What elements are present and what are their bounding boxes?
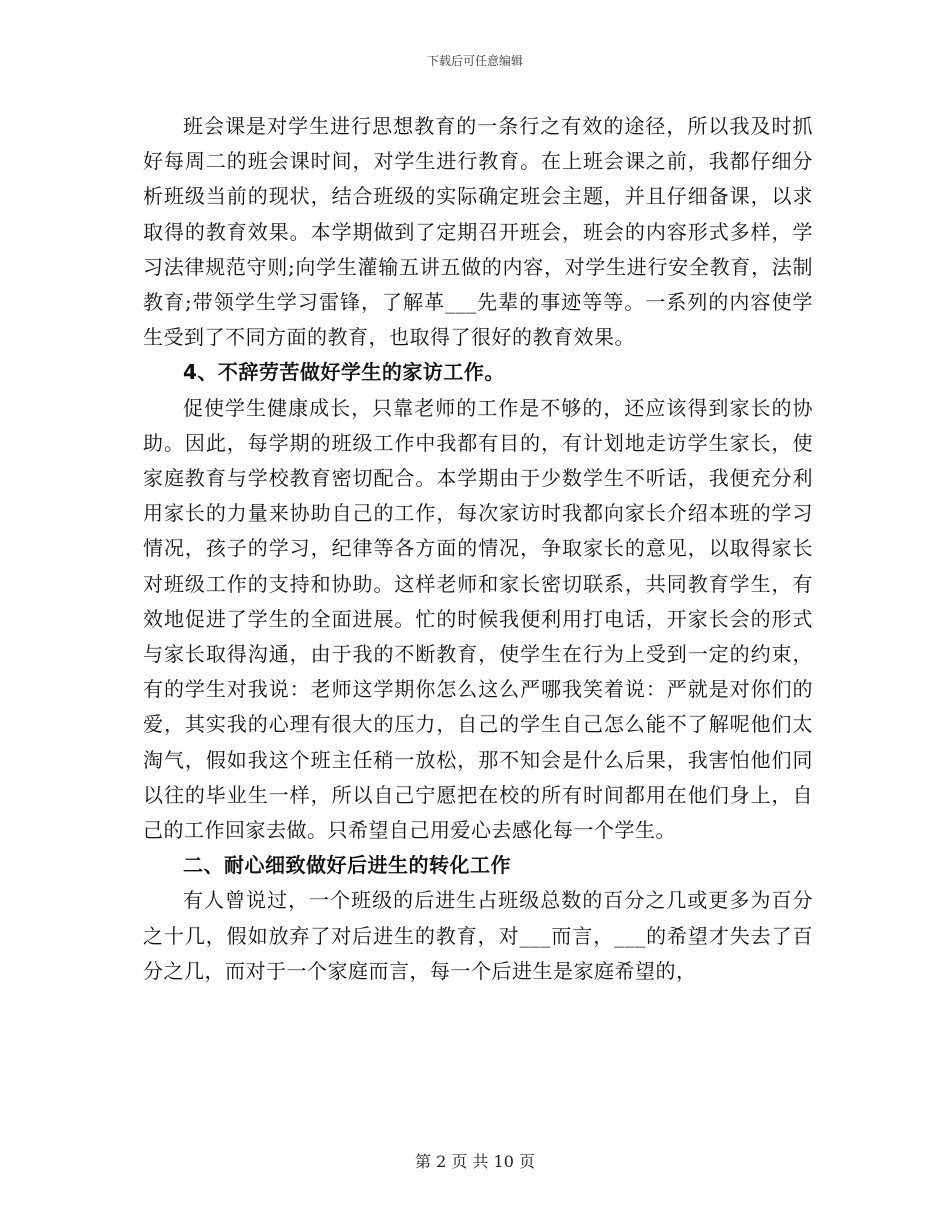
document-body (143, 109, 813, 989)
paragraph-home-visits: 促使学生健康成长，只靠老师的工作是不够的，还应该得到家长的协助。因此，每学期的班级工作中我都有目的，有计划地走访学生家长，使家庭教育与学校教育密切配合。本学期由于少数学生不听话，我便充分利用家长的力量来协助自己的工作，每次家访时我都向家长介绍本班的学习情况，孩子的学习，纪律等各方面的情况，争取家长的意见，以取得家长对班级工作的支持和协助。这样老师和家长密切联系，共同教育学生，有效地促进了学生的全面进展。忙的时候我便利用打电话，开家长会的形式与家长取得沟通，由于我的不断教育，使学生在行为上受到一定的约束，有的学生对我说：老师这学期你怎么这么严哪我笑着说：严就是对你们的爱，其实我的心理有很大的压力，自己的学生自己怎么能不了解呢他们太淘气，假如我这个班主任稍一放松，那不知会是什么后果，我害怕他们同以往的毕业生一样，所以自己宁愿把在校的所有时间都用在他们身上，自己的工作回家去做。只希望自己用爱心去感化每一个学生。 (143, 395, 813, 843)
page-number: 第 2 页 共 10 页 (415, 1152, 535, 1171)
section-heading-home-visits: 4、不辞劳苦做好学生的家访工作。 (183, 360, 505, 385)
paragraph-class-meeting: 班会课是对学生进行思想教育的一条行之有效的途径，所以我及时抓好每周二的班会课时间，对学生进行教育。在上班会课之前，我都仔细分析班级当前的现状，结合班级的实际确定班会主题，并且仔细备课，以求取得的教育效果。本学期做到了定期召开班会，班会的内容形式多样，学习法律规范守则;向学生灌输五讲五做的内容，对学生进行安全教育，法制教育;带领学生学习雷锋，了解革___先辈的事迹等等。一系列的内容使学生受到了不同方面的教育，也取得了很好的教育效果。 (143, 114, 813, 350)
section-heading-underachievers: 二、耐心细致做好后进生的转化工作 (183, 853, 511, 878)
page-header: 下载后可任意编辑 (426, 54, 523, 68)
paragraph-underachievers: 有人曾说过，一个班级的后进生占班级总数的百分之几或更多为百分之十几，假如放弃了对后进生的教育，对___而言，___的希望才失去了百分之几，而对于一个家庭而言，每一个后进生是家庭希望的， (143, 888, 813, 983)
